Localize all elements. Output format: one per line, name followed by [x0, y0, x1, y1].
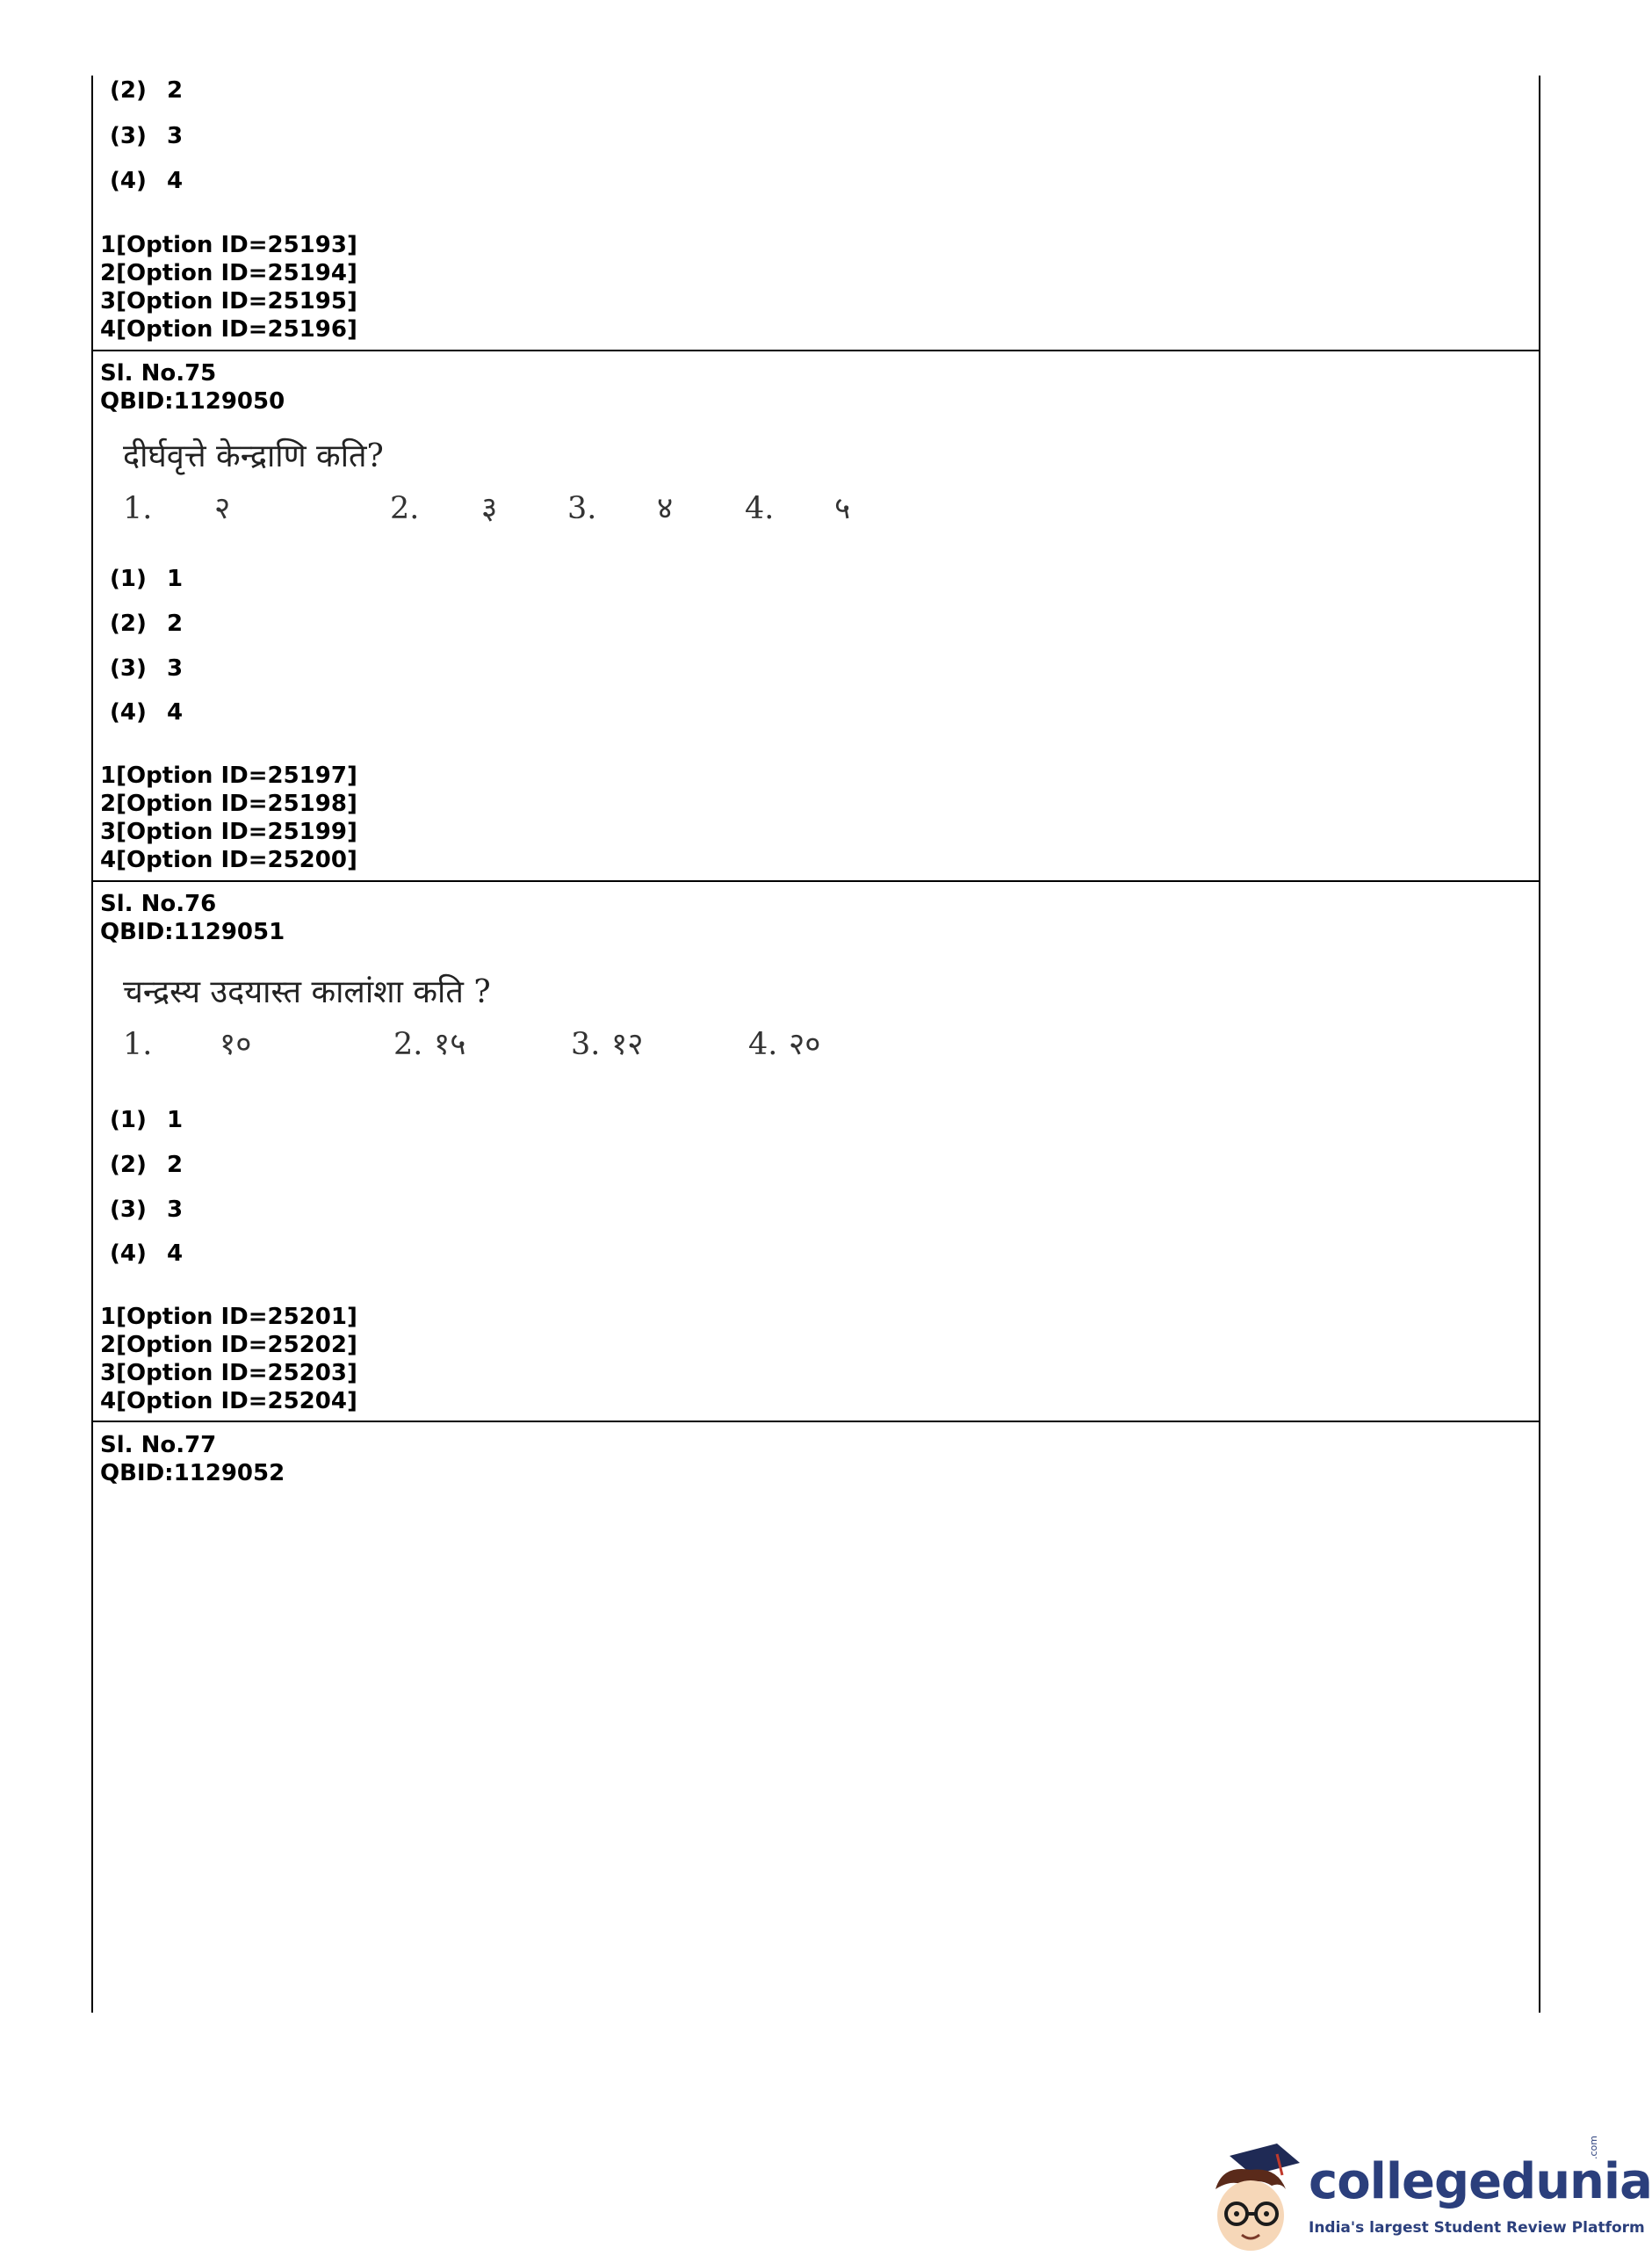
table-left-border — [91, 76, 93, 2013]
option-value: 2 — [167, 1152, 184, 1178]
choice-value: २० — [789, 1027, 821, 1062]
choice-number: 1. — [123, 491, 153, 526]
option-value: 1 — [167, 1107, 184, 1133]
option-number: (4) — [110, 168, 147, 194]
option-number: (2) — [110, 1152, 147, 1178]
option-number: (1) — [110, 566, 147, 592]
choice-number: 2. — [393, 1027, 423, 1062]
option-number: (2) — [110, 611, 147, 637]
option-id: 4[Option ID=25200] — [100, 847, 357, 873]
option-id: 2[Option ID=25194] — [100, 260, 357, 286]
choice-value: १५ — [434, 1027, 466, 1062]
choice-number: 1. — [123, 1027, 153, 1062]
option-number: (3) — [110, 655, 147, 682]
row-divider — [91, 1421, 1540, 1422]
choice-value: १० — [220, 1027, 252, 1062]
collegedunia-logo[interactable] — [1196, 2136, 1652, 2259]
choice-value: २ — [214, 491, 231, 526]
serial-number: Sl. No.75 — [100, 360, 217, 387]
option-number: (3) — [110, 1197, 147, 1223]
option-id: 4[Option ID=25204] — [100, 1388, 357, 1414]
row-divider — [91, 350, 1540, 351]
student-mascot-icon — [1196, 2136, 1305, 2259]
option-value: 2 — [167, 77, 184, 104]
option-id: 4[Option ID=25196] — [100, 316, 357, 343]
choice-value: ३ — [481, 491, 498, 526]
row-divider — [91, 880, 1540, 882]
serial-number: Sl. No.77 — [100, 1432, 217, 1458]
option-id: 3[Option ID=25199] — [100, 819, 357, 845]
option-number: (4) — [110, 1240, 147, 1267]
option-value: 4 — [167, 168, 184, 194]
brand-tagline: India's largest Student Review Platform — [1309, 2219, 1645, 2237]
option-value: 4 — [167, 699, 184, 726]
option-id: 1[Option ID=25201] — [100, 1304, 357, 1330]
choice-number: 2. — [390, 491, 420, 526]
option-id: 3[Option ID=25195] — [100, 288, 357, 315]
choice-value: १२ — [611, 1027, 644, 1062]
option-value: 4 — [167, 1240, 184, 1267]
option-id: 3[Option ID=25203] — [100, 1360, 357, 1386]
choice-value: ५ — [834, 491, 851, 526]
option-value: 1 — [167, 566, 184, 592]
option-id: 2[Option ID=25202] — [100, 1332, 357, 1358]
question-text: चन्द्रस्य उदयास्त कालांशा कति ? — [123, 974, 491, 1010]
choice-number: 4. — [745, 491, 775, 526]
qbid: QBID:1129052 — [100, 1460, 285, 1486]
choice-value: ४ — [657, 491, 674, 526]
option-value: 3 — [167, 123, 184, 149]
option-number: (2) — [110, 77, 147, 104]
option-value: 2 — [167, 611, 184, 637]
option-number: (3) — [110, 123, 147, 149]
brand-name: collegedunia — [1309, 2153, 1652, 2210]
brand-suffix: .com — [1588, 2136, 1599, 2159]
option-id: 1[Option ID=25197] — [100, 763, 357, 789]
option-value: 3 — [167, 655, 184, 682]
table-right-border — [1539, 76, 1540, 2013]
option-number: (1) — [110, 1107, 147, 1133]
qbid: QBID:1129050 — [100, 388, 285, 415]
serial-number: Sl. No.76 — [100, 891, 217, 917]
option-id: 1[Option ID=25193] — [100, 232, 357, 258]
choice-number: 3. — [571, 1027, 601, 1062]
choice-number: 4. — [748, 1027, 778, 1062]
option-value: 3 — [167, 1197, 184, 1223]
choice-number: 3. — [567, 491, 597, 526]
option-number: (4) — [110, 699, 147, 726]
qbid: QBID:1129051 — [100, 919, 285, 945]
option-id: 2[Option ID=25198] — [100, 791, 357, 817]
question-text: दीर्घवृत्ते केन्द्राणि कति? — [123, 438, 384, 474]
